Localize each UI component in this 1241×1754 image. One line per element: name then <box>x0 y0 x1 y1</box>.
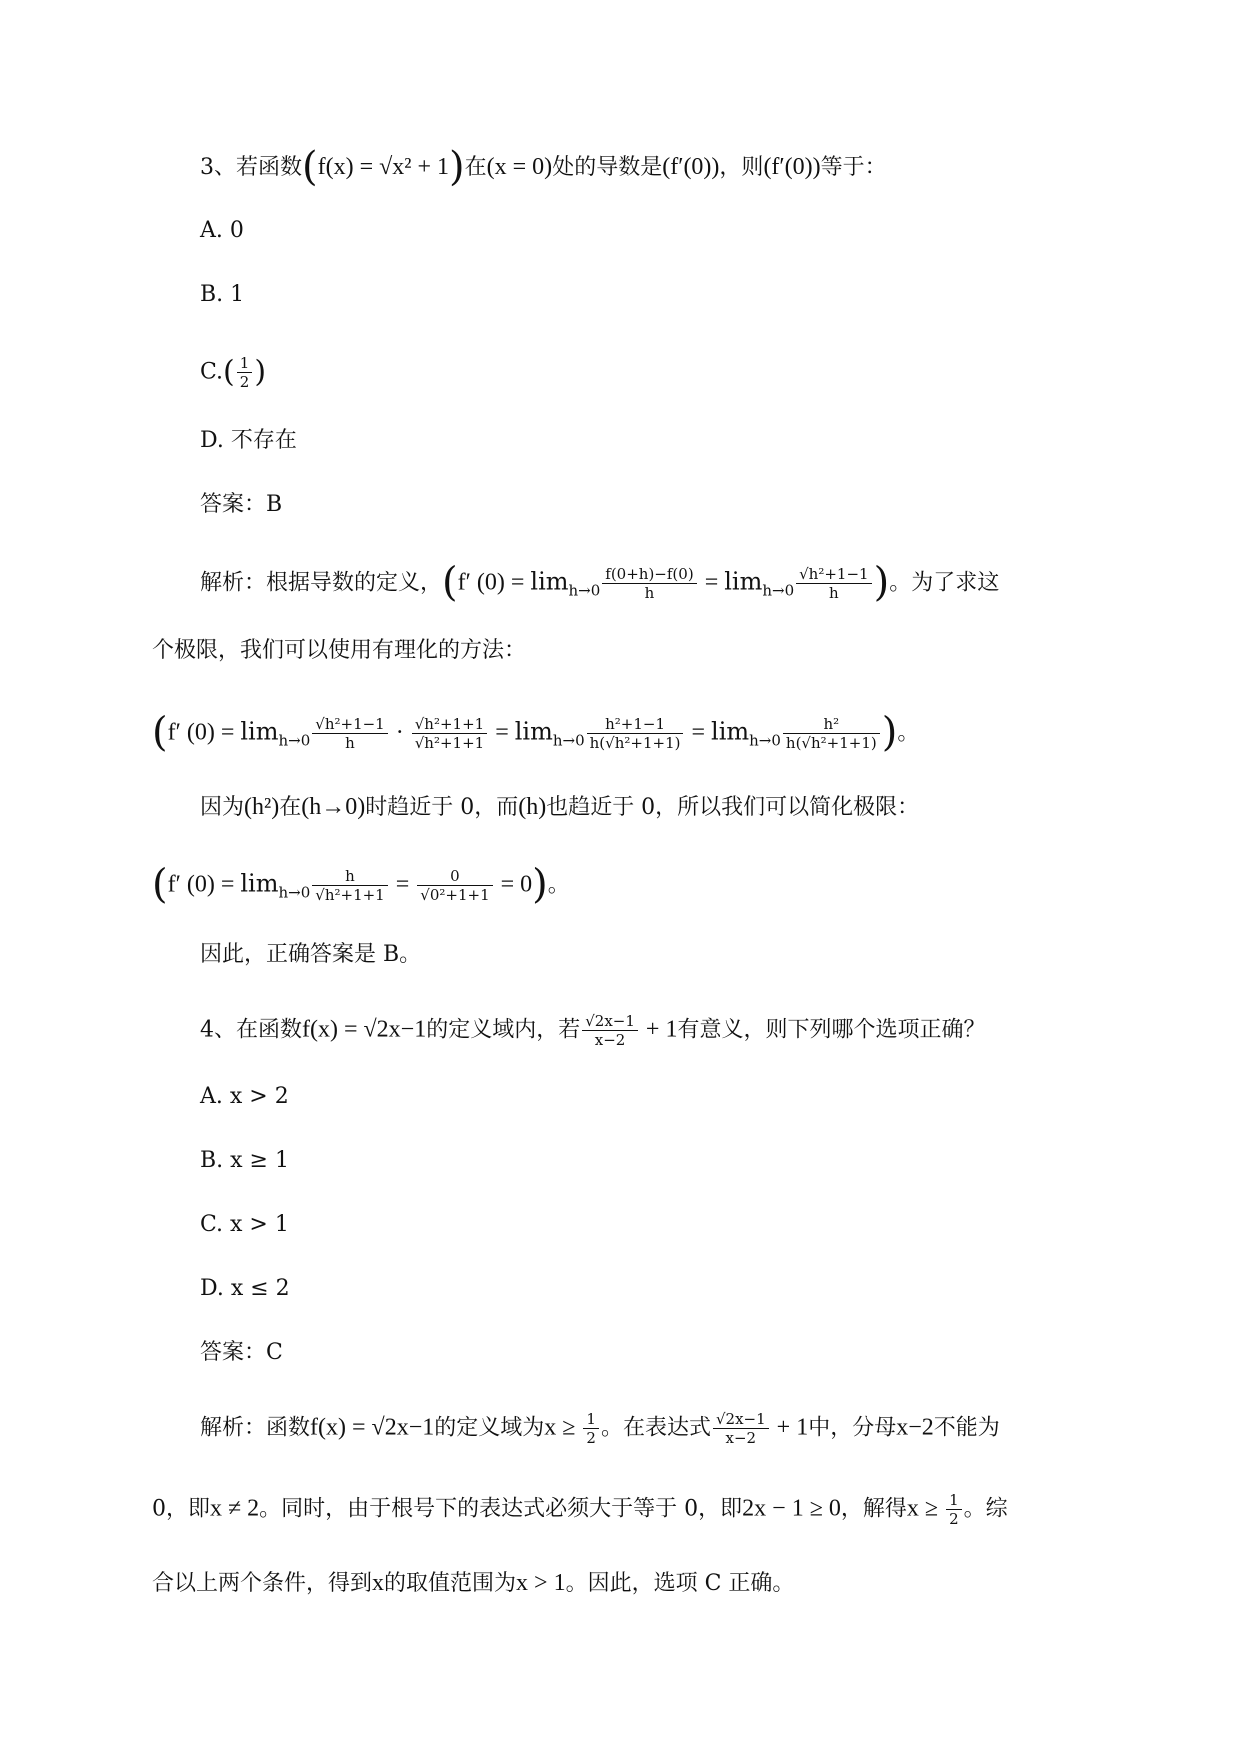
q3-exp1-fraction-2: $\frac{\text{√h²+1−1}}{h}$ <box>796 565 871 602</box>
q4-option-d: D. x ≤ 2 <box>200 1276 290 1301</box>
q4-explanation-line-1: 解析：函数f(x) = √2x−1的定义域为x ≥ $\frac{1}{2}$ 。在表达式 $\frac{√2x-1}{x-2}$ + 1中，分母x−2不能为 <box>200 1410 1000 1447</box>
q3-exp5-fraction-2: $\frac{0}{\text{√0²+1+1}}$ <box>417 867 492 904</box>
q3-exp3-fraction-3: $\frac{\text{h²+1−1}}{\text{h(√h²+1+1)}}$ <box>587 715 684 752</box>
q3-exp3-fraction-1: $\frac{\text{√h²+1−1}}{h}$ <box>312 715 387 752</box>
q4-option-c: C. x > 1 <box>200 1212 289 1237</box>
q3-option-c-fraction: $\frac{1}{2}$ <box>237 354 253 391</box>
q3-explanation-line-2: 个极限，我们可以使用有理化的方法： <box>152 638 527 663</box>
q3-exp3-fraction-4: $\frac{\text{h²}}{\text{h(√h²+1+1)}}$ <box>783 715 880 752</box>
q3-function-expr: f(x) = √x² + 1 <box>317 154 450 180</box>
q3-explanation-line-5: (f′ $(0) = \lim_{h\to 0}$ $\frac{h}{\text{√h²+1+1}}$ = $\frac{0}{\text{√0²+1+1}}$ = 0)。 <box>152 861 570 908</box>
q3-option-b: B. 1 <box>200 282 245 307</box>
q4-exp1-fraction: $\frac{√2x-1}{x-2}$ <box>713 1410 769 1447</box>
q4-function-expr: f(x) = √2x−1 <box>302 1016 427 1043</box>
q3-explanation-line-1: 解析：根据导数的定义，(f′ $(0) = \lim_{h\to 0}$ $\frac{f(0+h)-f(0)}{h}$ = $\lim_{h\to 0}$ $\frac{\text{√h²+1−1}}{h}$ )。为了求这 <box>200 559 1000 606</box>
q3-option-a: A. 0 <box>200 218 244 243</box>
q3-stem: 3、若函数(f(x) = √x² + 1)在(x = 0)处的导数是(f′(0))，则(f′(0))等于： <box>200 144 887 190</box>
q4-option-a: A. x > 2 <box>200 1084 289 1109</box>
q3-explanation-line-4: 因为(h²)在(h→0)时趋近于 0，而(h)也趋近于 0，所以我们可以简化极限： <box>200 794 920 820</box>
q4-stem-fraction: $\frac{√2x-1}{x-2}$ <box>582 1012 638 1049</box>
q3-exp3-fraction-2: $\frac{\text{√h²+1+1}}{\text{√h²+1+1}}$ <box>412 715 487 752</box>
q4-option-b: B. x ≥ 1 <box>200 1148 289 1173</box>
q4-explanation-line-3: 合以上两个条件，得到x的取值范围为x > 1。因此，选项 C 正确。 <box>152 1570 795 1596</box>
q3-answer: 答案：B <box>200 492 283 517</box>
q3-option-d: D. 不存在 <box>200 428 297 453</box>
q4-exp2-half: $\frac{1}{2}$ <box>946 1491 962 1528</box>
q4-answer: 答案：C <box>200 1340 283 1365</box>
q3-exp5-fraction-1: $\frac{h}{\text{√h²+1+1}}$ <box>312 867 387 904</box>
q3-exp1-fraction-1: $\frac{f(0+h)-f(0)}{h}$ <box>602 565 696 602</box>
q4-explanation-line-2: 0，即x ≠ 2。同时，由于根号下的表达式必须大于等于 0，即2x − 1 ≥ 0，解得x ≥ $\frac{1}{2}$ 。综 <box>152 1491 1008 1528</box>
q4-stem: 4、在函数f(x) = √2x−1的定义域内，若 $\frac{√2x-1}{x-2}$ + 1有意义，则下列哪个选项正确？ <box>200 1012 986 1049</box>
q3-explanation-line-3: (f′ $(0) = \lim_{h\to 0}$ $\frac{\text{√h²+1−1}}{h}$ · $\frac{\text{√h²+1+1}}{\text{√h²+1+1}}$ = $\lim_{h\to 0}$ $\frac{\text{h²+1−1}}{\text{h(√h²+1+1)}}$ = $\lim_{h\to 0}$ $\frac{\text{h²}}{\text{h(√h²+1+1)}}$ )。 <box>152 709 920 756</box>
q3-conclusion: 因此，正确答案是 B。 <box>200 942 422 967</box>
q3-option-c: C.( $\frac{1}{2}$ ) <box>200 354 267 391</box>
q4-exp1-half: $\frac{1}{2}$ <box>583 1410 599 1447</box>
